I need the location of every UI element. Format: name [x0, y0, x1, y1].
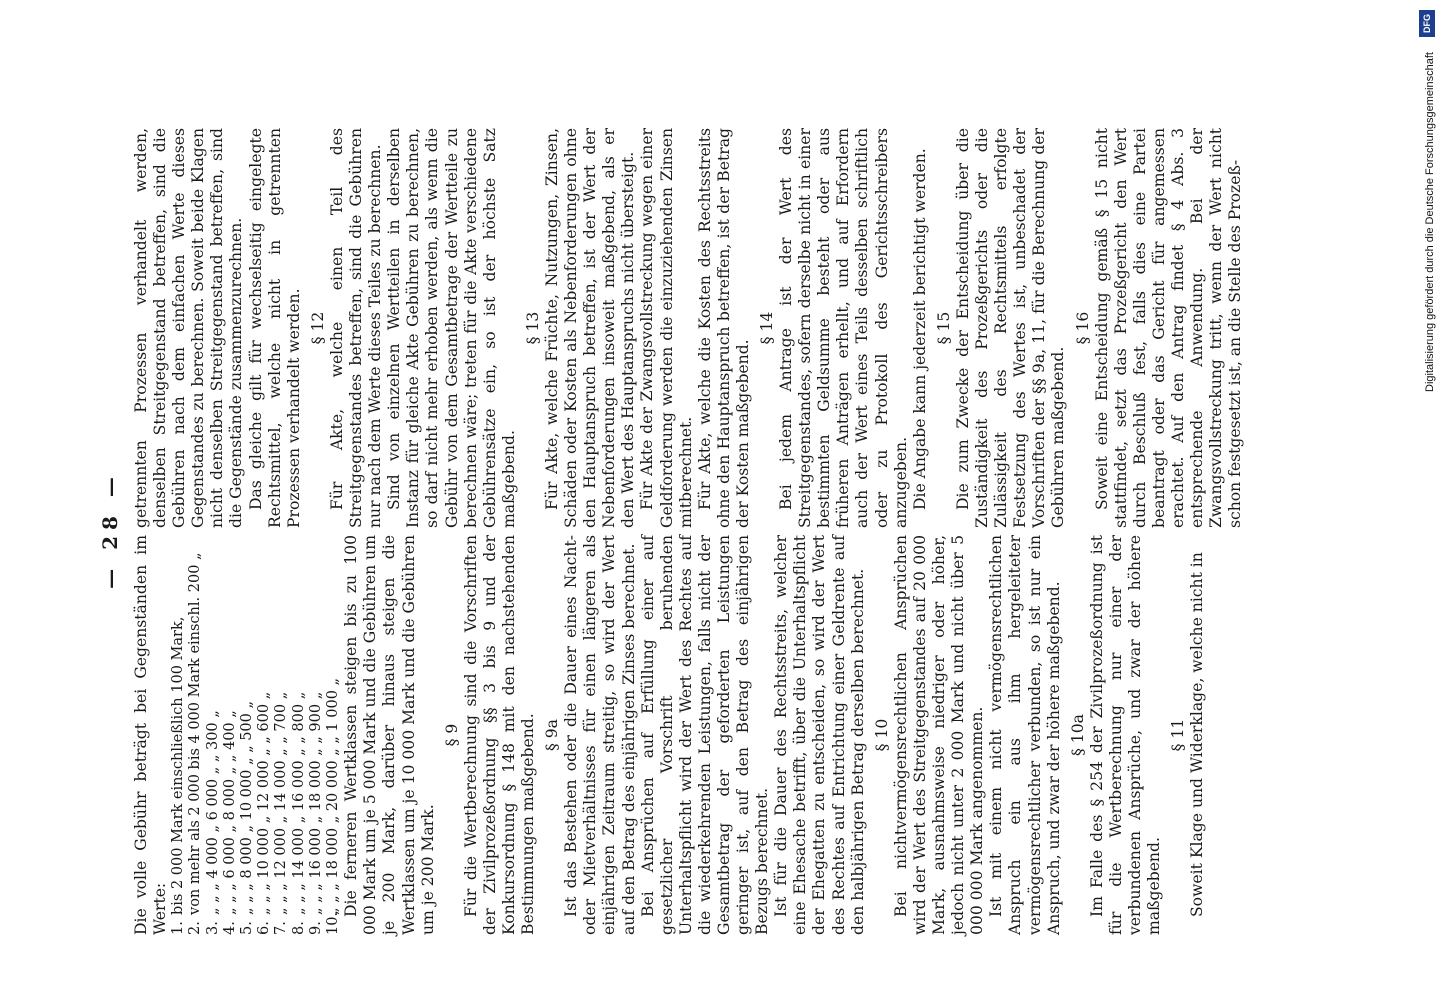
rate-range: von mehr als 2 000 bis 4 000 Mark einschl.: [187, 596, 204, 915]
rate-fee: 500 „: [239, 700, 255, 741]
paragraph-9a-3: Ist für die Dauer des Rechtsstreits, welcher eine Ehesache betrifft, über die Unterhaltspflicht der Ehegatten zu entscheiden, so wird der Wert des Rechtes auf Entrichtung einer Geldrente auf den halbjährigen Betrag derselben berechnet.: [772, 535, 867, 935]
rate-number: 7.: [273, 921, 290, 935]
paragraph-11-2: Das gleiche gilt für wechselseitig eingelegte Rechtsmittel, welche nicht in getrennten Prozessen verhandelt werden.: [246, 128, 303, 528]
paragraph-9a-1: Ist das Bestehen oder die Dauer eines Nacht- oder Mietverhältnisses für einen längeren als einjährigen Zeitraum streitig, so wird der Wert auf den Betrag des einjährigen Zinses berechnet.: [562, 535, 638, 935]
rate-fee: 400 „: [221, 710, 238, 751]
left-text-column: [132, 535, 1207, 935]
fee-rate-row: [291, 535, 308, 935]
paragraph-10-1: Bei nichtvermögensrechtlichen Ansprüchen wird der Wert des Streitgegenstandes auf 20 000 Mark, ausnahmsweise niedriger oder höher, jedoch nicht unter 2 000 Mark und nicht über 5 000 000 Mark angenommen.: [891, 535, 987, 935]
dfg-logo: DFG: [1419, 10, 1435, 37]
rate-number: 3.: [204, 921, 221, 935]
rate-number: 6.: [256, 921, 273, 935]
rate-fee: 300 „: [204, 710, 221, 751]
rate-fee: 600 „: [256, 691, 273, 732]
rate-number: 10.: [325, 911, 342, 935]
paragraph-12-2: Sind von einzelnen Wertteilen in derselben Instanz für gleiche Akte Gebühren zu berechnen, so darf nicht mehr erhoben werden, als wenn die Gebühr von dem Gesamtbetrage der Wertteile zu berechnen wäre; treten für die Akte verschiedene Gebührensätze ein, so ist der höchste Satz maßgebend.: [385, 128, 518, 528]
rate-fee: 700 „: [273, 691, 290, 732]
rate-range: „ „ „ 18 000 „ 20 000 „ „: [325, 736, 342, 915]
rate-fee: 100 Mark,: [170, 616, 187, 693]
section-heading-9a: § 9a: [543, 719, 562, 751]
paragraph-9: Für die Wertberechnung sind die Vorschriften der Zivilprozeßordnung §§ 3 bis 9 und der Konkursordnung § 148 mit den nachstehenden Bestimmungen maßgebend.: [461, 535, 538, 935]
rate-number: 5.: [239, 921, 255, 935]
section-heading-9: § 9: [442, 723, 461, 747]
paragraph-15: Die zum Zwecke der Entscheidung über die Zuständigkeit des Prozeßgerichts oder die Zulässigkeit des Rechtsmittels erfolgte Festsetzung des Wertes ist, unbeschadet der Vorschriften der §§ 9a, 11, für die Berechnung der Gebühren maßgebend.: [953, 128, 1068, 528]
rate-number: 9.: [307, 921, 324, 935]
paragraph-13-3: Für Akte, welche die Kosten des Rechtsstreits ohne den Hauptanspruch betreffen, ist der Betrag der Kosten maßgebend.: [695, 128, 752, 528]
page-number: — 28 —: [98, 471, 122, 589]
paragraph-14-1: Bei jedem Antrage ist der Wert des Streitgegenstandes, sofern derselbe nicht in einer bestimmten Geldsumme besteht oder aus früheren Anträgen erhellt, und auf Erfordern auch der Wert eines Teils desselben schriftlich oder zu Protokoll des Gerichtsschreibers anzugeben.: [777, 128, 910, 528]
section-heading-10a: § 10a: [1068, 714, 1087, 756]
digitization-credit: Digitalisierung gefördert durch die Deutsche Forschungsgemeinschaft: [1424, 52, 1436, 392]
paragraph-9a-2: Bei Ansprüchen auf Erfüllung einer auf gesetzlicher Vorschrift beruhenden Unterhaltspflicht wird der Wert des Rechtes auf die wiederkehrenden Leistungen, falls nicht der Gesamtbetrag der geforderten Leistungen geringer ist, auf den Betrag des einjährigen Bezugs berechnet.: [638, 535, 772, 935]
rate-range: „ „ „ 8 000 „ 10 000 „ „: [239, 745, 255, 915]
rate-range: bis 2 000 Mark einschließlich: [170, 697, 187, 915]
rate-number: 8.: [290, 921, 307, 935]
paragraph-11: Soweit Klage und Widerklage, welche nicht in: [1188, 552, 1207, 917]
rate-range: „ „ „ 10 000 „ 12 000 „ „: [256, 736, 273, 915]
rate-range: „ „ „ 6 000 „ 8 000 „ „: [221, 754, 238, 915]
paragraph-10a: Im Falle des § 254 der Zivilprozeßordnung ist für die Wertberechnung nur einer der verbundenen Ansprüche, und zwar der höhere maßgebend.: [1087, 535, 1164, 935]
fee-rate-row: [325, 535, 342, 935]
paragraph-13-1: Für Akte, welche Früchte, Nutzungen, Zinsen, Schäden oder Kosten als Nebenforderungen ohne den Hauptanspruch betreffen, ist der Wert der Nebenforderungen insoweit maßgebend, als er den Wert des Hauptanspruchs nicht übersteigt.: [542, 128, 638, 528]
paragraph-13-2: Für Akte der Zwangsvollstreckung wegen einer Geldforderung werden die einzuziehenden Zinsen mitberechnet.: [638, 128, 695, 528]
fee-rate-table: [170, 535, 342, 935]
section-heading-12: § 12: [308, 311, 327, 345]
section-heading-10: § 10: [872, 718, 891, 752]
rate-range: „ „ „ 14 000 „ 16 000 „ „: [290, 736, 307, 915]
rate-number: 1.: [170, 921, 187, 935]
section-heading-11: § 11: [1169, 718, 1188, 752]
paragraph-16: Soweit eine Entscheidung gemäß § 15 nicht stattfindet, setzt das Prozeßgericht den Wert durch Beschluß fest, falls dies eine Partei beantragt oder das Gericht für angemessen erachtet. Auf den Antrag findet § 4 Abs. 3 entsprechende Anwendung. Bei der Zwangsvollstreckung tritt, wenn der Wert nicht schon festgesetzt ist, an die Stelle des Prozeß-: [1092, 128, 1245, 528]
rate-fee: 1 000 „: [325, 677, 342, 732]
fee-rate-row: [222, 535, 239, 935]
rate-range: „ „ „ 16 000 „ 18 000 „ „: [307, 736, 324, 915]
right-text-column: [132, 128, 1245, 528]
fee-table-intro: Die volle Gebühr beträgt bei Gegenständen im Werte:: [132, 535, 170, 935]
paragraph-14-2: Die Angabe kann jederzeit berichtigt werden.: [910, 148, 929, 510]
paragraph-value-classes: Die ferneren Wertklassen steigen bis zu 100 000 Mark um je 5 000 Mark und die Gebühren um je 200 Mark, darüber hinaus steigen die Wertklassen um je 10 000 Mark und die Gebühren um je 200 Mark.: [342, 535, 437, 935]
fee-rate-row: [187, 535, 204, 935]
rate-fee: 200 „: [187, 552, 204, 593]
rate-fee: 800 „: [290, 691, 307, 732]
rate-number: 2.: [187, 921, 204, 935]
rate-number: 4.: [221, 921, 238, 935]
paragraph-12-1: Für Akte, welche einen Teil des Streitgegenstandes betreffen, sind die Gebühren nur nach dem Werte dieses Teiles zu berechnen.: [327, 128, 385, 528]
rate-range: „ „ „ 4 000 „ 6 000 „ „: [204, 754, 221, 915]
fee-rate-row: [273, 535, 290, 935]
section-heading-16: § 16: [1073, 311, 1092, 345]
section-heading-14: § 14: [758, 311, 776, 345]
fee-rate-row: [239, 535, 256, 935]
rate-fee: 900 „: [307, 691, 324, 732]
paragraph-11-continued: getrennten Prozessen verhandelt werden, denselben Streitgegenstand betreffen, sind die Gebühren nach dem einfachen Werte dieses Gegenstandes zu berechnen. Soweit beide Klagen nicht denselben Streitgegenstand betreffen, sind die Gegenstände zusammenzurechnen.: [132, 128, 246, 528]
fee-rate-row: [308, 535, 325, 935]
section-heading-13: § 13: [523, 311, 542, 345]
paragraph-10-2: Ist mit einem nicht vermögensrechtlichen Anspruch ein aus ihm hergeleiteter vermögensrechtlicher verbunden, so ist nur ein Anspruch, und zwar der höhere maßgebend.: [987, 535, 1063, 935]
fee-rate-row: [205, 535, 222, 935]
rate-range: „ „ „ 12 000 „ 14 000 „ „: [273, 736, 290, 915]
rotated-book-page: [90, 90, 1310, 970]
fee-rate-row: [256, 535, 273, 935]
fee-rate-row: [170, 535, 187, 935]
section-heading-15: § 15: [934, 311, 953, 345]
